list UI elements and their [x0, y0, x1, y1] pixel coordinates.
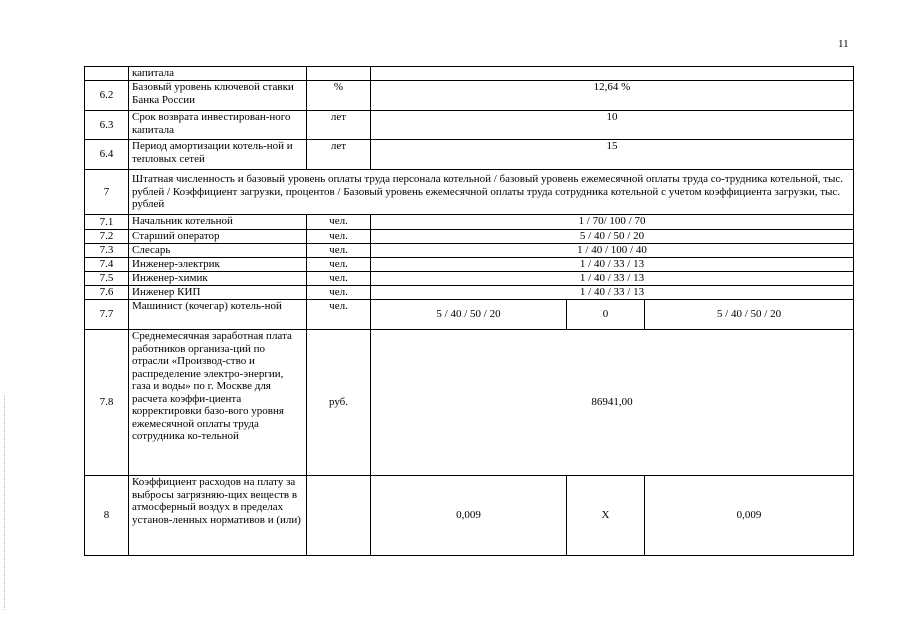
row-number: 6.4: [85, 140, 129, 170]
row-value-3: 5 / 40 / 50 / 20: [645, 300, 854, 330]
row-value: [371, 67, 854, 81]
row-number: 7: [85, 170, 129, 215]
row-number: 7.5: [85, 272, 129, 286]
row-number: 7.8: [85, 330, 129, 476]
row-number: 7.3: [85, 244, 129, 258]
row-number: 7.4: [85, 258, 129, 272]
row-number: 6.3: [85, 111, 129, 140]
row-unit: чел.: [307, 272, 371, 286]
row-number: 7.1: [85, 215, 129, 230]
row-unit: [307, 476, 371, 556]
row-number: 6.2: [85, 81, 129, 111]
row-name: Начальник котельной: [129, 215, 307, 230]
table-row: [85, 67, 854, 81]
row-name: Период амортизации котель-ной и тепловых сетей: [129, 140, 307, 170]
row-value: 15: [371, 140, 854, 170]
row-number: 7.7: [85, 300, 129, 330]
table-row: [85, 140, 854, 170]
row-name: Инженер-химик: [129, 272, 307, 286]
row-number: 8: [85, 476, 129, 556]
row-name: Старший оператор: [129, 230, 307, 244]
row-value: 86941,00: [371, 330, 854, 476]
scan-edge-mark: [4, 395, 6, 610]
row-unit: чел.: [307, 244, 371, 258]
table-row: [85, 215, 854, 230]
row-name: Инженер КИП: [129, 286, 307, 300]
table-row: [85, 272, 854, 286]
section-heading: Штатная численность и базовый уровень оплаты труда персонала котельной / базовый уровень ежемесячной оплаты труда со-трудника котельной, тыс. рублей / Коэффициент загрузки, процентов / Базовый уровень ежемесячной оплаты труда сотрудника котельной с учетом коэффициента загрузки, тыс. рублей: [129, 170, 854, 215]
row-unit: чел.: [307, 230, 371, 244]
table-row: [85, 286, 854, 300]
row-unit: %: [307, 81, 371, 111]
row-name: Среднемесячная заработная плата работников организа-ций по отрасли «Производ-ство и распределение электро-энергии, газа и воды» по г. Москве для расчета коэффи-циента корректировки базо-вого уровня ежемесячной оплаты труда сотрудника ко-тельной: [129, 330, 307, 476]
row-name: Базовый уровень ключевой ставки Банка России: [129, 81, 307, 111]
row-name: Коэффициент расходов на плату за выбросы загрязняю-щих веществ в атмосферный воздух в пределах установ-ленных нормативов и (или): [129, 476, 307, 556]
row-number: 7.2: [85, 230, 129, 244]
table-row: [85, 300, 854, 330]
row-unit: руб.: [307, 330, 371, 476]
row-value-1: 0,009: [371, 476, 567, 556]
row-value-3: 0,009: [645, 476, 854, 556]
row-unit: [307, 67, 371, 81]
row-unit: лет: [307, 111, 371, 140]
row-name: Срок возврата инвестирован-ного капитала: [129, 111, 307, 140]
row-value-2: 0: [567, 300, 645, 330]
table-row: [85, 258, 854, 272]
table-row: [85, 111, 854, 140]
row-value: 1 / 40 / 100 / 40: [371, 244, 854, 258]
table-row: [85, 244, 854, 258]
row-unit: чел.: [307, 286, 371, 300]
row-unit: лет: [307, 140, 371, 170]
row-value-2: Х: [567, 476, 645, 556]
row-value: 1 / 40 / 33 / 13: [371, 286, 854, 300]
row-value: 1 / 40 / 33 / 13: [371, 258, 854, 272]
table-row: [85, 81, 854, 111]
row-name: капитала: [129, 67, 307, 81]
row-name: Слесарь: [129, 244, 307, 258]
row-unit: чел.: [307, 215, 371, 230]
table-row: [85, 330, 854, 476]
table-row: [85, 230, 854, 244]
row-value: 1 / 70/ 100 / 70: [371, 215, 854, 230]
row-name: Инженер-электрик: [129, 258, 307, 272]
row-name: Машинист (кочегар) котель-ной: [129, 300, 307, 330]
row-value: 12,64 %: [371, 81, 854, 111]
tariff-parameters-table: [84, 66, 854, 556]
row-value: 10: [371, 111, 854, 140]
row-unit: чел.: [307, 258, 371, 272]
row-number: 7.6: [85, 286, 129, 300]
row-value: 5 / 40 / 50 / 20: [371, 230, 854, 244]
row-value: 1 / 40 / 33 / 13: [371, 272, 854, 286]
table-row: [85, 476, 854, 556]
row-number: [85, 67, 129, 81]
page-number: 11: [838, 38, 849, 50]
table-row: [85, 170, 854, 215]
row-unit: чел.: [307, 300, 371, 330]
row-value-1: 5 / 40 / 50 / 20: [371, 300, 567, 330]
